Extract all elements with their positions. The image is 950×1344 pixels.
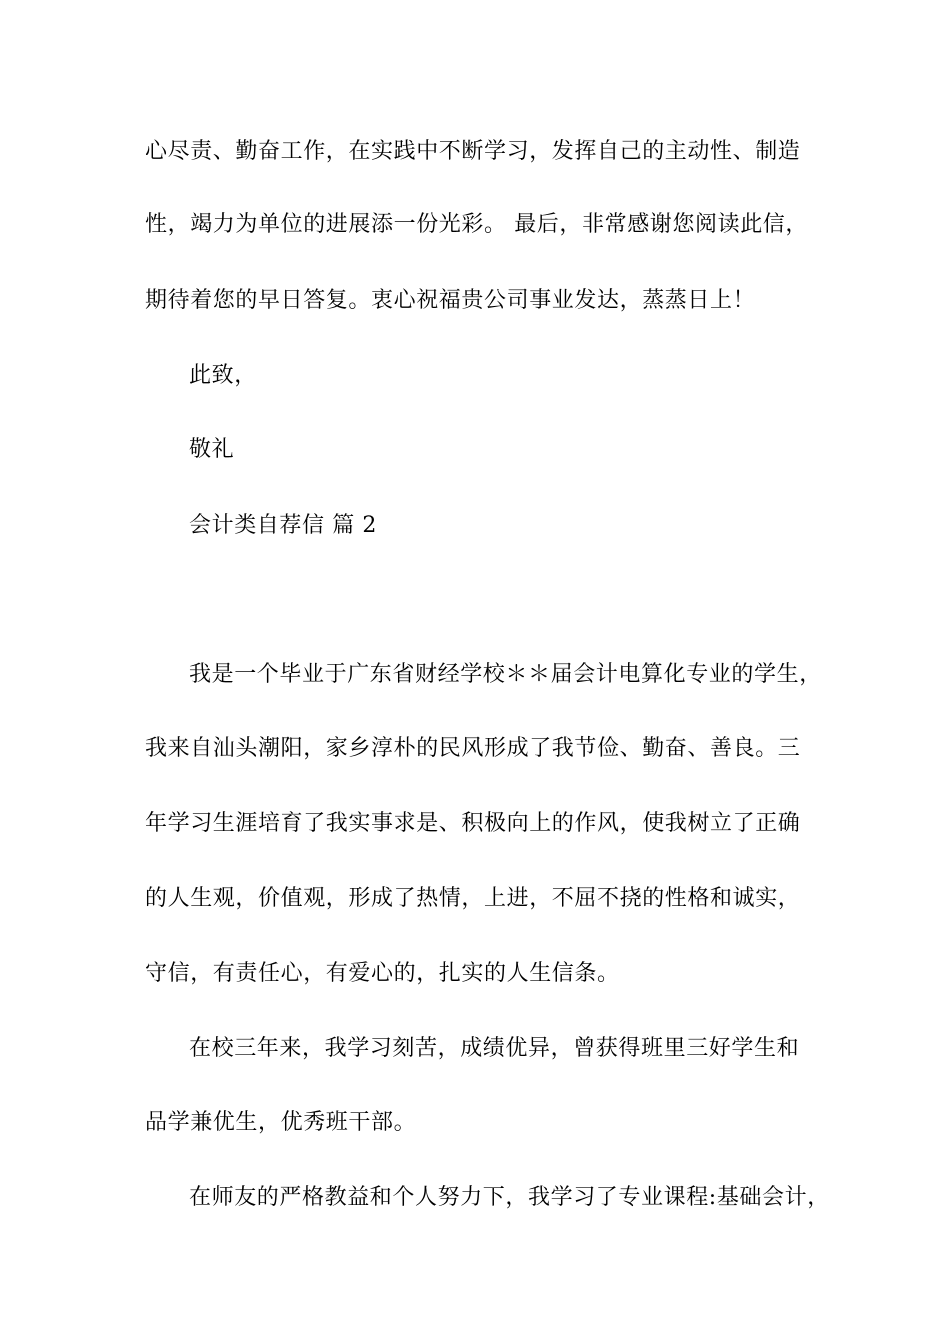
- paragraph-line: 我来自汕头潮阳，家乡淳朴的民风形成了我节俭、勤奋、善良。三: [145, 736, 801, 761]
- paragraph-line: 在师友的严格教益和个人努力下，我学习了专业课程:基础会计，: [189, 1185, 830, 1210]
- section-heading: 会计类自荐信 篇 2: [189, 513, 377, 538]
- paragraph-line: 心尽责、勤奋工作，在实践中不断学习，发挥自己的主动性、制造: [145, 139, 801, 164]
- paragraph-line: 期待着您的早日答复。衷心祝福贵公司事业发达，蒸蒸日上！: [145, 288, 756, 313]
- closing-regards: 敬礼: [189, 437, 235, 462]
- paragraph-line: 守信，有责任心，有爱心的，扎实的人生信条。: [145, 961, 620, 986]
- paragraph-line: 在校三年来，我学习刻苦，成绩优异，曾获得班里三好学生和: [189, 1036, 800, 1061]
- paragraph-line: 的人生观，价值观，形成了热情，上进，不屈不挠的性格和诚实，: [145, 886, 801, 911]
- closing-salutation: 此致，: [189, 363, 257, 388]
- paragraph-line: 年学习生涯培育了我实事求是、积极向上的作风，使我树立了正确: [145, 811, 801, 836]
- paragraph-line: 性，竭力为单位的进展添一份光彩。 最后，非常感谢您阅读此信，: [145, 212, 808, 237]
- paragraph-line: 品学兼优生，优秀班干部。: [145, 1110, 417, 1135]
- paragraph-line: 我是一个毕业于广东省财经学校＊＊届会计电算化专业的学生，: [189, 662, 822, 687]
